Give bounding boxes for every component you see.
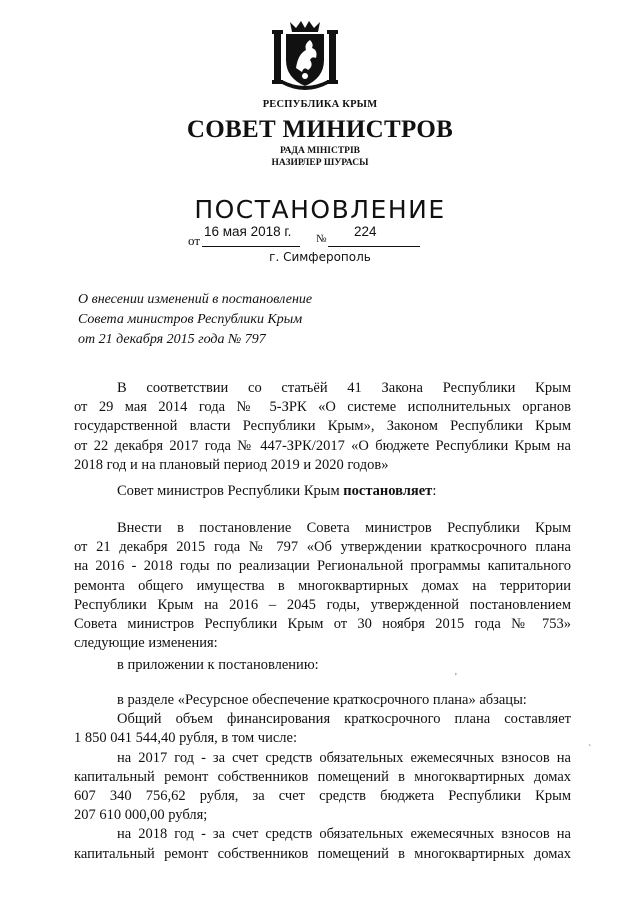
text-line: 607 340 756,62 рубля, за счет средств бюджета Республики Крым [74, 788, 571, 805]
text-line: Республики Крым на 2016 – 2045 годы, утвержденной постановлением [74, 596, 571, 613]
date-prefix: от [188, 233, 201, 248]
text-line: на 2017 год - за счет средств обязательных ежемесячных взносов на [117, 749, 571, 766]
resource-section-paragraph [74, 691, 571, 864]
text-line: от 21 декабря 2015 года № 797 «Об утверждении краткосрочного плана [74, 539, 571, 556]
decree-date: 16 мая 2018 г. [204, 224, 292, 239]
subject-line: от 21 декабря 2015 года № 797 [78, 332, 266, 347]
text-line: следующие изменения: [74, 635, 218, 652]
text-line: на 2016 - 2018 годы по реализации Региональной программы капитального [74, 558, 571, 575]
decree-city: г. Симферополь [269, 250, 371, 264]
decree-subject [78, 290, 312, 350]
resolution-emphasis: постановляет [343, 483, 433, 499]
subject-line: Совета министров Республики Крым [78, 312, 303, 327]
text-line: Внести в постановление Совета министров Республики Крым [117, 520, 571, 536]
text-line: 2018 год и на плановый период 2019 и 2020 годов» [74, 456, 389, 473]
text-line: Совета министров Республики Крым от 30 ноября 2015 года № 753» [74, 616, 571, 633]
number-underline [328, 246, 420, 247]
scan-speck: ` [588, 744, 592, 755]
text-line: 207 610 000,00 рубля; [74, 807, 208, 824]
text-line: В соответствии со статьёй 41 Закона Республики Крым [117, 380, 571, 396]
text-line: капитальный ремонт собственников помещений в многоквартирных домах [74, 845, 571, 862]
text-line: на 2018 год - за счет средств обязательных ежемесячных взносов на [117, 826, 571, 843]
crimea-coat-of-arms-icon [268, 18, 342, 90]
preamble-paragraph [74, 379, 571, 475]
subject-line: О внесении изменений в постановление [78, 292, 313, 307]
text-line: ремонта общего имущества в многоквартирных домах на территории [74, 577, 571, 594]
text-line: в приложении к постановлению: [117, 657, 319, 673]
date-underline [202, 246, 300, 247]
resolution-colon: : [432, 483, 437, 499]
resolution-text: Совет министров Республики Крым [117, 483, 344, 499]
text-line: от 22 декабря 2017 года № 447-ЗРК/2017 «О бюджете Республики Крым на [74, 437, 571, 454]
council-name-ukrainian: РАДА МІНІСТРІВ [279, 146, 360, 156]
republic-name: РЕСПУБЛИКА КРЫМ [262, 99, 378, 110]
council-name: СОВЕТ МИНИСТРОВ [186, 116, 454, 143]
council-name-crimean-tatar: НАЗИРЛЕР ШУРАСЫ [271, 158, 369, 168]
text-line: государственной власти Республики Крым», Законом Республики Крым [74, 418, 571, 435]
amendment-paragraph [74, 519, 571, 653]
document-type-title: ПОСТАНОВЛЕНИЕ [194, 195, 446, 224]
text-line: от 29 мая 2014 года № 5-ЗРК «О системе исполнительных органов [74, 399, 571, 416]
text-line [74, 482, 571, 501]
text-line: 1 850 041 544,40 рубля, в том числе: [74, 730, 297, 747]
decree-date-number-line [188, 224, 428, 248]
decree-number: 224 [354, 224, 377, 239]
scan-speck: ' [455, 672, 457, 683]
appendix-paragraph [74, 656, 571, 675]
text-line: в разделе «Ресурсное обеспечение краткосрочного плана» абзацы: [117, 692, 527, 708]
text-line: капитальный ремонт собственников помещений в многоквартирных домах [74, 768, 571, 785]
number-sign: № [316, 233, 327, 245]
resolution-paragraph [74, 482, 571, 501]
text-line: Общий объем финансирования краткосрочного плана составляет [117, 711, 571, 728]
